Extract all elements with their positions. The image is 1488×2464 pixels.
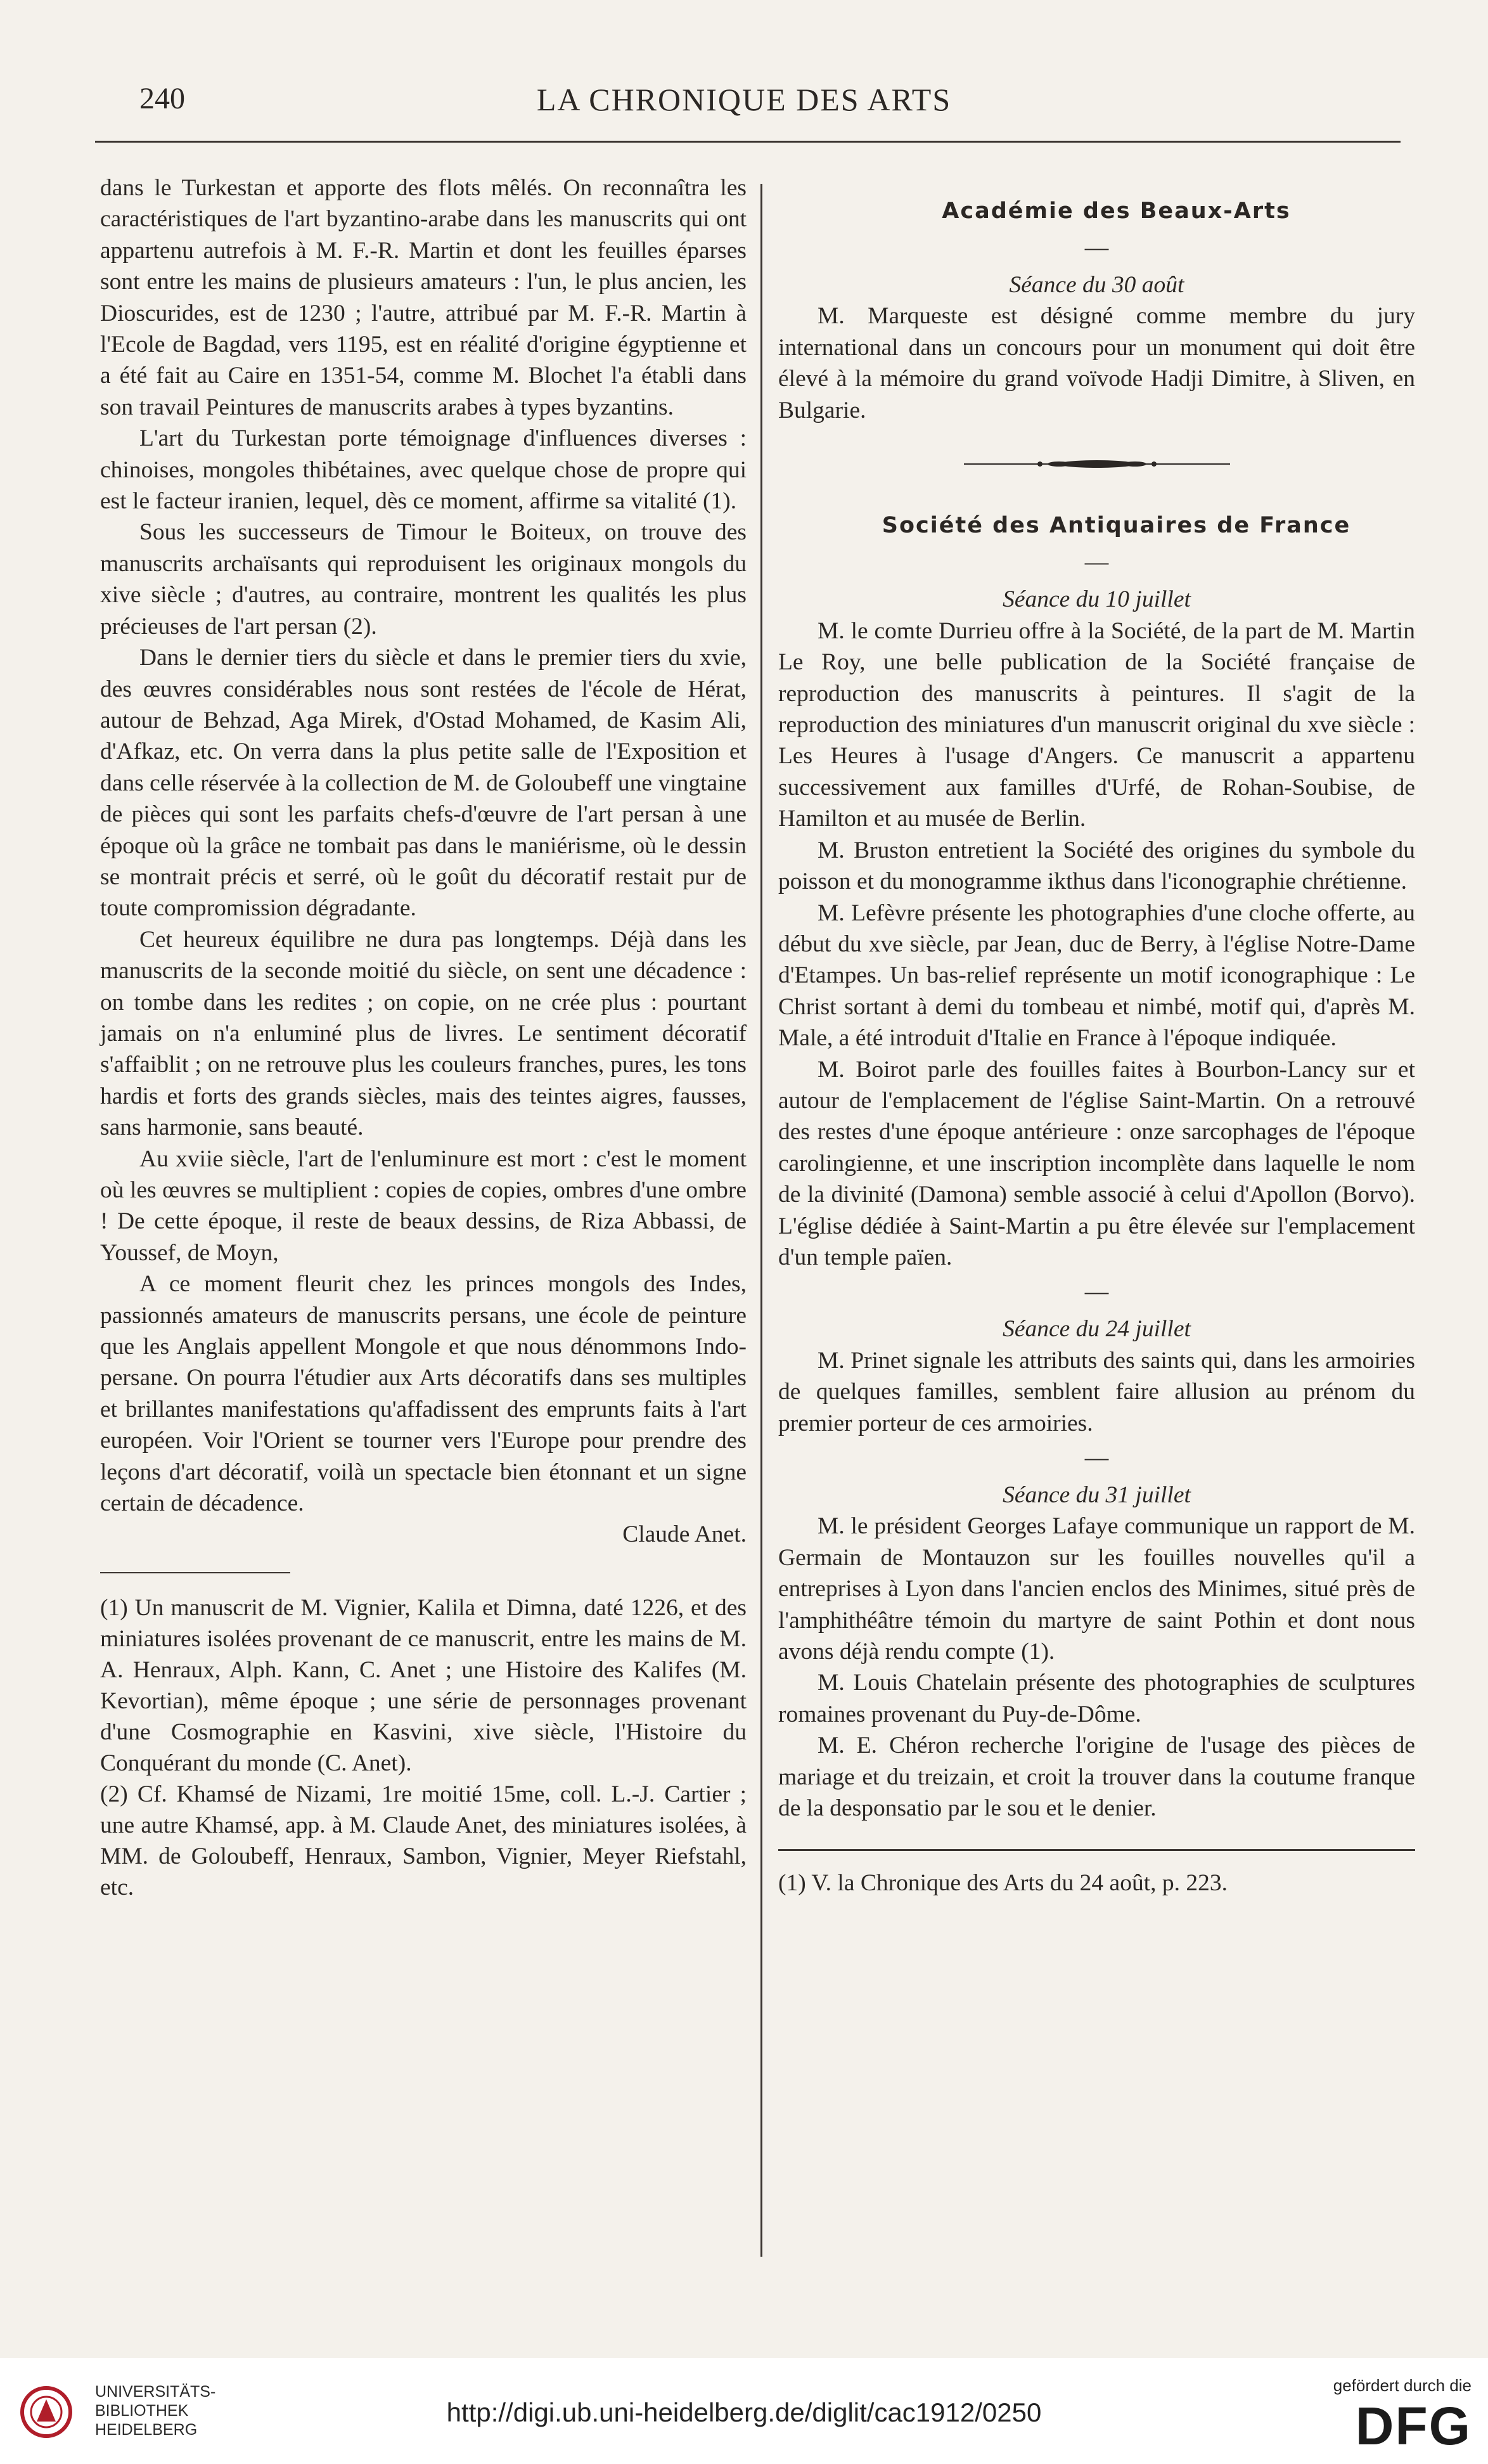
footnote-rule <box>778 1849 1415 1851</box>
dfg-logo: DFG <box>1355 2396 1472 2456</box>
session-heading: Séance du 31 juillet <box>1003 1482 1191 1508</box>
right-column <box>778 193 1415 1899</box>
paragraph: Cet heureux équilibre ne dura pas longtemps. Déjà dans les manuscrits de la seconde moitié du siècle, on sent une décadence : on tombe dans les redites ; on copie, on ne crée plus : pourtant jamais on n'a enluminé plus de livres. Le sentiment décoratif s'affaiblit ; on ne retrouve plus les couleurs franches, pures, les tons hardis et forts des grands siècles, mais des teintes aigres, fausses, sans harmonie, sans beauté. <box>100 926 747 1141</box>
paragraph: M. Boirot parle des fouilles faites à Bourbon-Lancy sur et autour de l'emplacement de l'église Saint-Martin. On a retrouvé des restes d'une époque antérieure : onze sarcophages de l'époque carolingienne, et une inscription incomplète dans laquelle le nom de la divinité (Damona) semble associé à celui d'Apollon (Borvo). L'église dédiée à Saint-Martin a pu être élevée sur l'emplacement d'un temple païen. <box>778 1056 1415 1270</box>
session-heading: Séance du 24 juillet <box>1003 1316 1191 1343</box>
funding-note: gefördert durch die <box>1333 2376 1472 2395</box>
ornament-divider <box>778 448 1415 479</box>
paragraph: M. Prinet signale les attributs des saints qui, dans les armoiries de quelques familles, semblent faire allusion au prénom du premier porteur de ces armoiries. <box>778 1347 1415 1436</box>
paragraph: L'art du Turkestan porte témoignage d'influences diverses : chinoises, mongoles thibétaines, avec quelque chose de propre qui est le facteur iranien, lequel, dès ce moment, affirme sa vitalité (1). <box>100 425 747 515</box>
footnote-rule <box>100 1572 290 1573</box>
paragraph: A ce moment fleurit chez les princes mongols des Indes, passionnés amateurs de manuscrits persans, une école de peinture que les Anglais appellent Mongole et que nous dénommons Indo-persane. On pourra l'étudier aux Arts décoratifs dans ses multiples et brillantes manifestations qu'affadissent des emprunts faits à l'art européen. Voir l'Orient se tourner vers l'Europe pour prendre des leçons d'art décoratif, voilà un spectacle bien étonnant et un signe certain de décadence. <box>100 1271 747 1517</box>
footnote: (1) V. la Chronique des Arts du 24 août, p. 223. <box>778 1870 1228 1897</box>
author-signature: Claude Anet. <box>622 1521 747 1548</box>
section-title: Société des Antiquaires de France <box>882 513 1351 539</box>
paragraph: M. le comte Durrieu offre à la Société, de la part de M. Martin Le Roy, une belle publication de la Société française de reproduction des manuscrits à peintures. Il s'agit de la reproduction des miniatures d'un manuscrit original du xve siècle : Les Heures à l'usage d'Angers. Ce manuscrit a appartenu successivement aux familles d'Urfé, de Rohan-Soubise, de Hamilton et au musée de Berlin. <box>778 617 1415 832</box>
header-rule <box>95 141 1401 143</box>
library-line: UNIVERSITÄTS- <box>95 2383 216 2401</box>
ornament-icon <box>964 458 1230 470</box>
session-heading: Séance du 30 août <box>1009 272 1184 298</box>
session-heading: Séance du 10 juillet <box>1003 586 1191 613</box>
paragraph: dans le Turkestan et apporte des flots mêlés. On reconnaîtra les caractéristiques de l'art byzantino-arabe dans les manuscrits qui ont appartenu autrefois à M. F.-R. Martin et dont les feuilles éparses sont entre les mains de plusieurs amateurs : l'un, le plus ancien, les Dioscurides, est de 1230 ; l'autre, attribué par M. F.-R. Martin à l'Ecole de Bagdad, vers 1195, est en réalité d'origine égyptienne et a été fait au Caire en 1351-54, comme M. Blochet l'a établi dans son travail Peintures de manuscrits arabes à types byzantins. <box>100 175 747 420</box>
footnote: (2) Cf. Khamsé de Nizami, 1re moitié 15me, coll. L.-J. Cartier ; une autre Khamsé, app. à M. Claude Anet, des miniatures isolées, à MM. de Goloubeff, Henraux, Sambon, Vignier, Meyer Riefstahl, etc. <box>100 1781 747 1900</box>
library-line: HEIDELBERG <box>95 2421 198 2439</box>
library-line: BIBLIOTHEK <box>95 2402 189 2420</box>
footnote: (1) Un manuscrit de M. Vignier, Kalila et Dimna, daté 1226, et des miniatures isolées provenant de ce manuscrit, entre les mains de M. A. Henraux, Alph. Kann, C. Anet ; une Histoire des Kalifes (M. Kevortian), même époque ; une série de personnages provenant d'une Cosmographie en Kasvini, xive siècle, l'Histoire du Conquérant du monde (C. Anet). <box>100 1594 747 1776</box>
column-divider <box>760 184 762 2257</box>
section-title: Académie des Beaux-Arts <box>942 198 1291 224</box>
dash-separator: — <box>1084 235 1109 261</box>
paragraph: M. Bruston entretient la Société des origines du symbole du poisson et du monogramme ikthus dans l'iconographie chrétienne. <box>778 837 1415 895</box>
page-number: 240 <box>139 82 185 115</box>
paragraph: M. le président Georges Lafaye communique un rapport de M. Germain de Montauzon sur les fouilles nouvelles qu'il a entreprises à Lyon dans l'ancien enclos des Minimes, situé près de l'amphithéâtre témoin du martyre de saint Pothin et dont nous avons déjà rendu compte (1). <box>778 1513 1415 1665</box>
dash-separator: — <box>1084 549 1109 576</box>
paragraph: M. E. Chéron recherche l'origine de l'usage des pièces de mariage et du treizain, et croit la trouver dans la coutume franque de la desponsatio par le sou et le denier. <box>778 1732 1415 1822</box>
digitization-footer <box>0 2358 1488 2464</box>
dash-separator: — <box>1084 1445 1109 1471</box>
footnotes <box>100 1592 747 1903</box>
paragraph: M. Louis Chatelain présente des photographies de sculptures romaines provenant du Puy-de-Dôme. <box>778 1670 1415 1727</box>
page-header <box>0 81 1488 132</box>
running-title: LA CHRONIQUE DES ARTS <box>536 82 952 117</box>
left-column <box>100 172 747 1903</box>
paragraph: Dans le dernier tiers du siècle et dans le premier tiers du xvie, des œuvres considérables nous sont restées de l'école de Hérat, autour de Behzad, Aga Mirek, d'Ostad Mohamed, de Kasim Ali, d'Afkaz, etc. On verra dans la plus petite salle de l'Exposition et dans celle réservée à la collection de M. de Goloubeff une vingtaine de pièces qui sont les parfaits chefs-d'œuvre de l'art persan à une époque où la grâce ne tombait pas dans le maniérisme, où le dessin se montrait précis et serré, où le goût du décoratif restait pur de toute compromission dégradante. <box>100 645 747 922</box>
paragraph: Au xviie siècle, l'art de l'enluminure est mort : c'est le moment où les œuvres se multiplient : copies de copies, ombres d'une ombre ! De cette époque, il reste de beaux dessins, de Riza Abbassi, de Youssef, de Moyn, <box>100 1145 747 1266</box>
paragraph: M. Lefèvre présente les photographies d'une cloche offerte, au début du xve siècle, par Jean, duc de Berry, à l'église Notre-Dame d'Etampes. Un bas-relief représente un motif iconographique : Le Christ sortant à demi du tombeau et nimbé, motif qui, d'après M. Male, a été introduit d'Italie en France à l'époque indiquée. <box>778 900 1415 1052</box>
dash-separator: — <box>1084 1279 1109 1305</box>
paragraph: M. Marqueste est désigné comme membre du jury international dans un concours pour un monument qui doit être élevé à la mémoire du grand voïvode Hadji Dimitre, à Sliven, en Bulgarie. <box>778 303 1415 423</box>
paragraph: Sous les successeurs de Timour le Boiteux, on trouve des manuscrits archaïsants qui reproduisent les originaux mongols du xive siècle ; d'autres, au contraire, montrent les qualités les plus précieuses de l'art persan (2). <box>100 519 747 640</box>
source-url[interactable]: http://digi.ub.uni-heidelberg.de/diglit/cac1912/0250 <box>446 2397 1042 2427</box>
